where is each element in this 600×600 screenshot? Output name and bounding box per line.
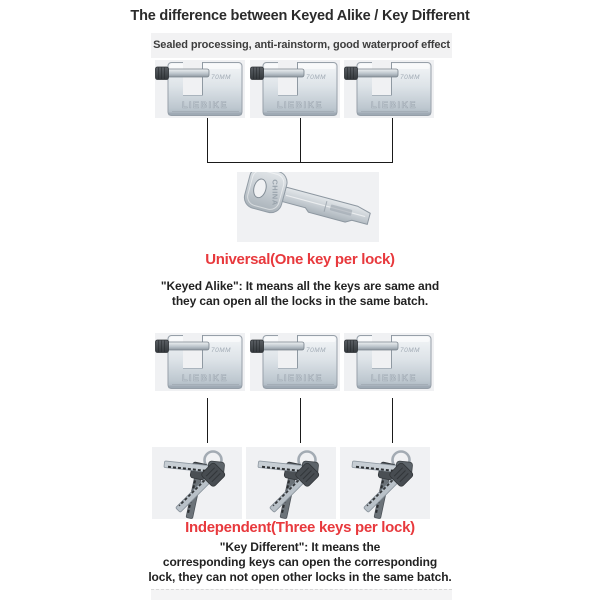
description-line: corresponding keys can open the corresponding (162, 555, 438, 569)
lock-brand-engraving: LIEBIKE (276, 100, 324, 110)
key-different-heading: Independent(Three keys per lock) (185, 519, 415, 536)
key-icon (237, 172, 379, 242)
description-line: "Keyed Alike": It means all the keys are same and (160, 279, 440, 293)
shackle-pin-head (251, 67, 264, 80)
padlock-icon (250, 333, 340, 391)
key-bunch-image-3 (340, 447, 430, 519)
next-section-edge (151, 589, 452, 600)
master-key-image (237, 172, 379, 242)
key-different-description (0, 540, 600, 585)
padlock-icon (250, 60, 340, 118)
keyed-alike-heading: Universal(One key per lock) (205, 251, 395, 268)
padlock-icon (155, 60, 245, 118)
lock-brand-engraving: LIEBIKE (181, 100, 229, 110)
padlock-image-5 (250, 333, 340, 391)
lock-brand-engraving: LIEBIKE (276, 373, 324, 383)
lock-size-engraving: 70MM (399, 347, 421, 354)
key-engraving: CHINA (270, 179, 280, 206)
key-bunch-icon (246, 447, 336, 519)
lock-size-engraving: 70MM (399, 74, 421, 81)
key-bunch-icon (152, 447, 242, 519)
shackle-pin-head (156, 67, 169, 80)
lock-size-engraving: 70MM (305, 347, 327, 354)
lock-size-engraving: 70MM (210, 347, 232, 354)
padlock-image-4 (155, 333, 245, 391)
description-line: lock, they can not open other locks in the same batch. (148, 570, 452, 584)
subtitle-text: Sealed processing, anti-rainstorm, good waterproof effect (153, 39, 450, 51)
shackle-pin-head (251, 340, 264, 353)
lock-brand-engraving: LIEBIKE (181, 373, 229, 383)
shackle-pin-head (156, 340, 169, 353)
description-line: they can open all the locks in the same batch. (171, 294, 429, 308)
connector-line (392, 118, 393, 162)
padlock-image-1 (155, 60, 245, 118)
connector-line (300, 118, 301, 162)
key-bunch-image-2 (246, 447, 336, 519)
keyed-alike-description (0, 279, 600, 309)
lock-size-engraving: 70MM (305, 74, 327, 81)
padlock-icon (344, 60, 434, 118)
key-bunch-image-1 (152, 447, 242, 519)
padlock-image-6 (344, 333, 434, 391)
lock-brand-engraving: LIEBIKE (370, 100, 418, 110)
padlock-image-3 (344, 60, 434, 118)
connector-line (207, 162, 393, 163)
connector-line (392, 398, 393, 443)
page-title: The difference between Keyed Alike / Key Different (130, 8, 470, 24)
description-line: "Key Different": It means the (219, 540, 381, 554)
padlock-image-2 (250, 60, 340, 118)
padlock-icon (155, 333, 245, 391)
connector-line (207, 398, 208, 443)
shackle-pin-head (345, 67, 358, 80)
connector-line (207, 118, 208, 162)
lock-brand-engraving: LIEBIKE (370, 373, 418, 383)
shackle-pin-head (345, 340, 358, 353)
connector-line (300, 398, 301, 443)
padlock-icon (344, 333, 434, 391)
subtitle-banner (151, 33, 452, 58)
lock-size-engraving: 70MM (210, 74, 232, 81)
key-bunch-icon (340, 447, 430, 519)
